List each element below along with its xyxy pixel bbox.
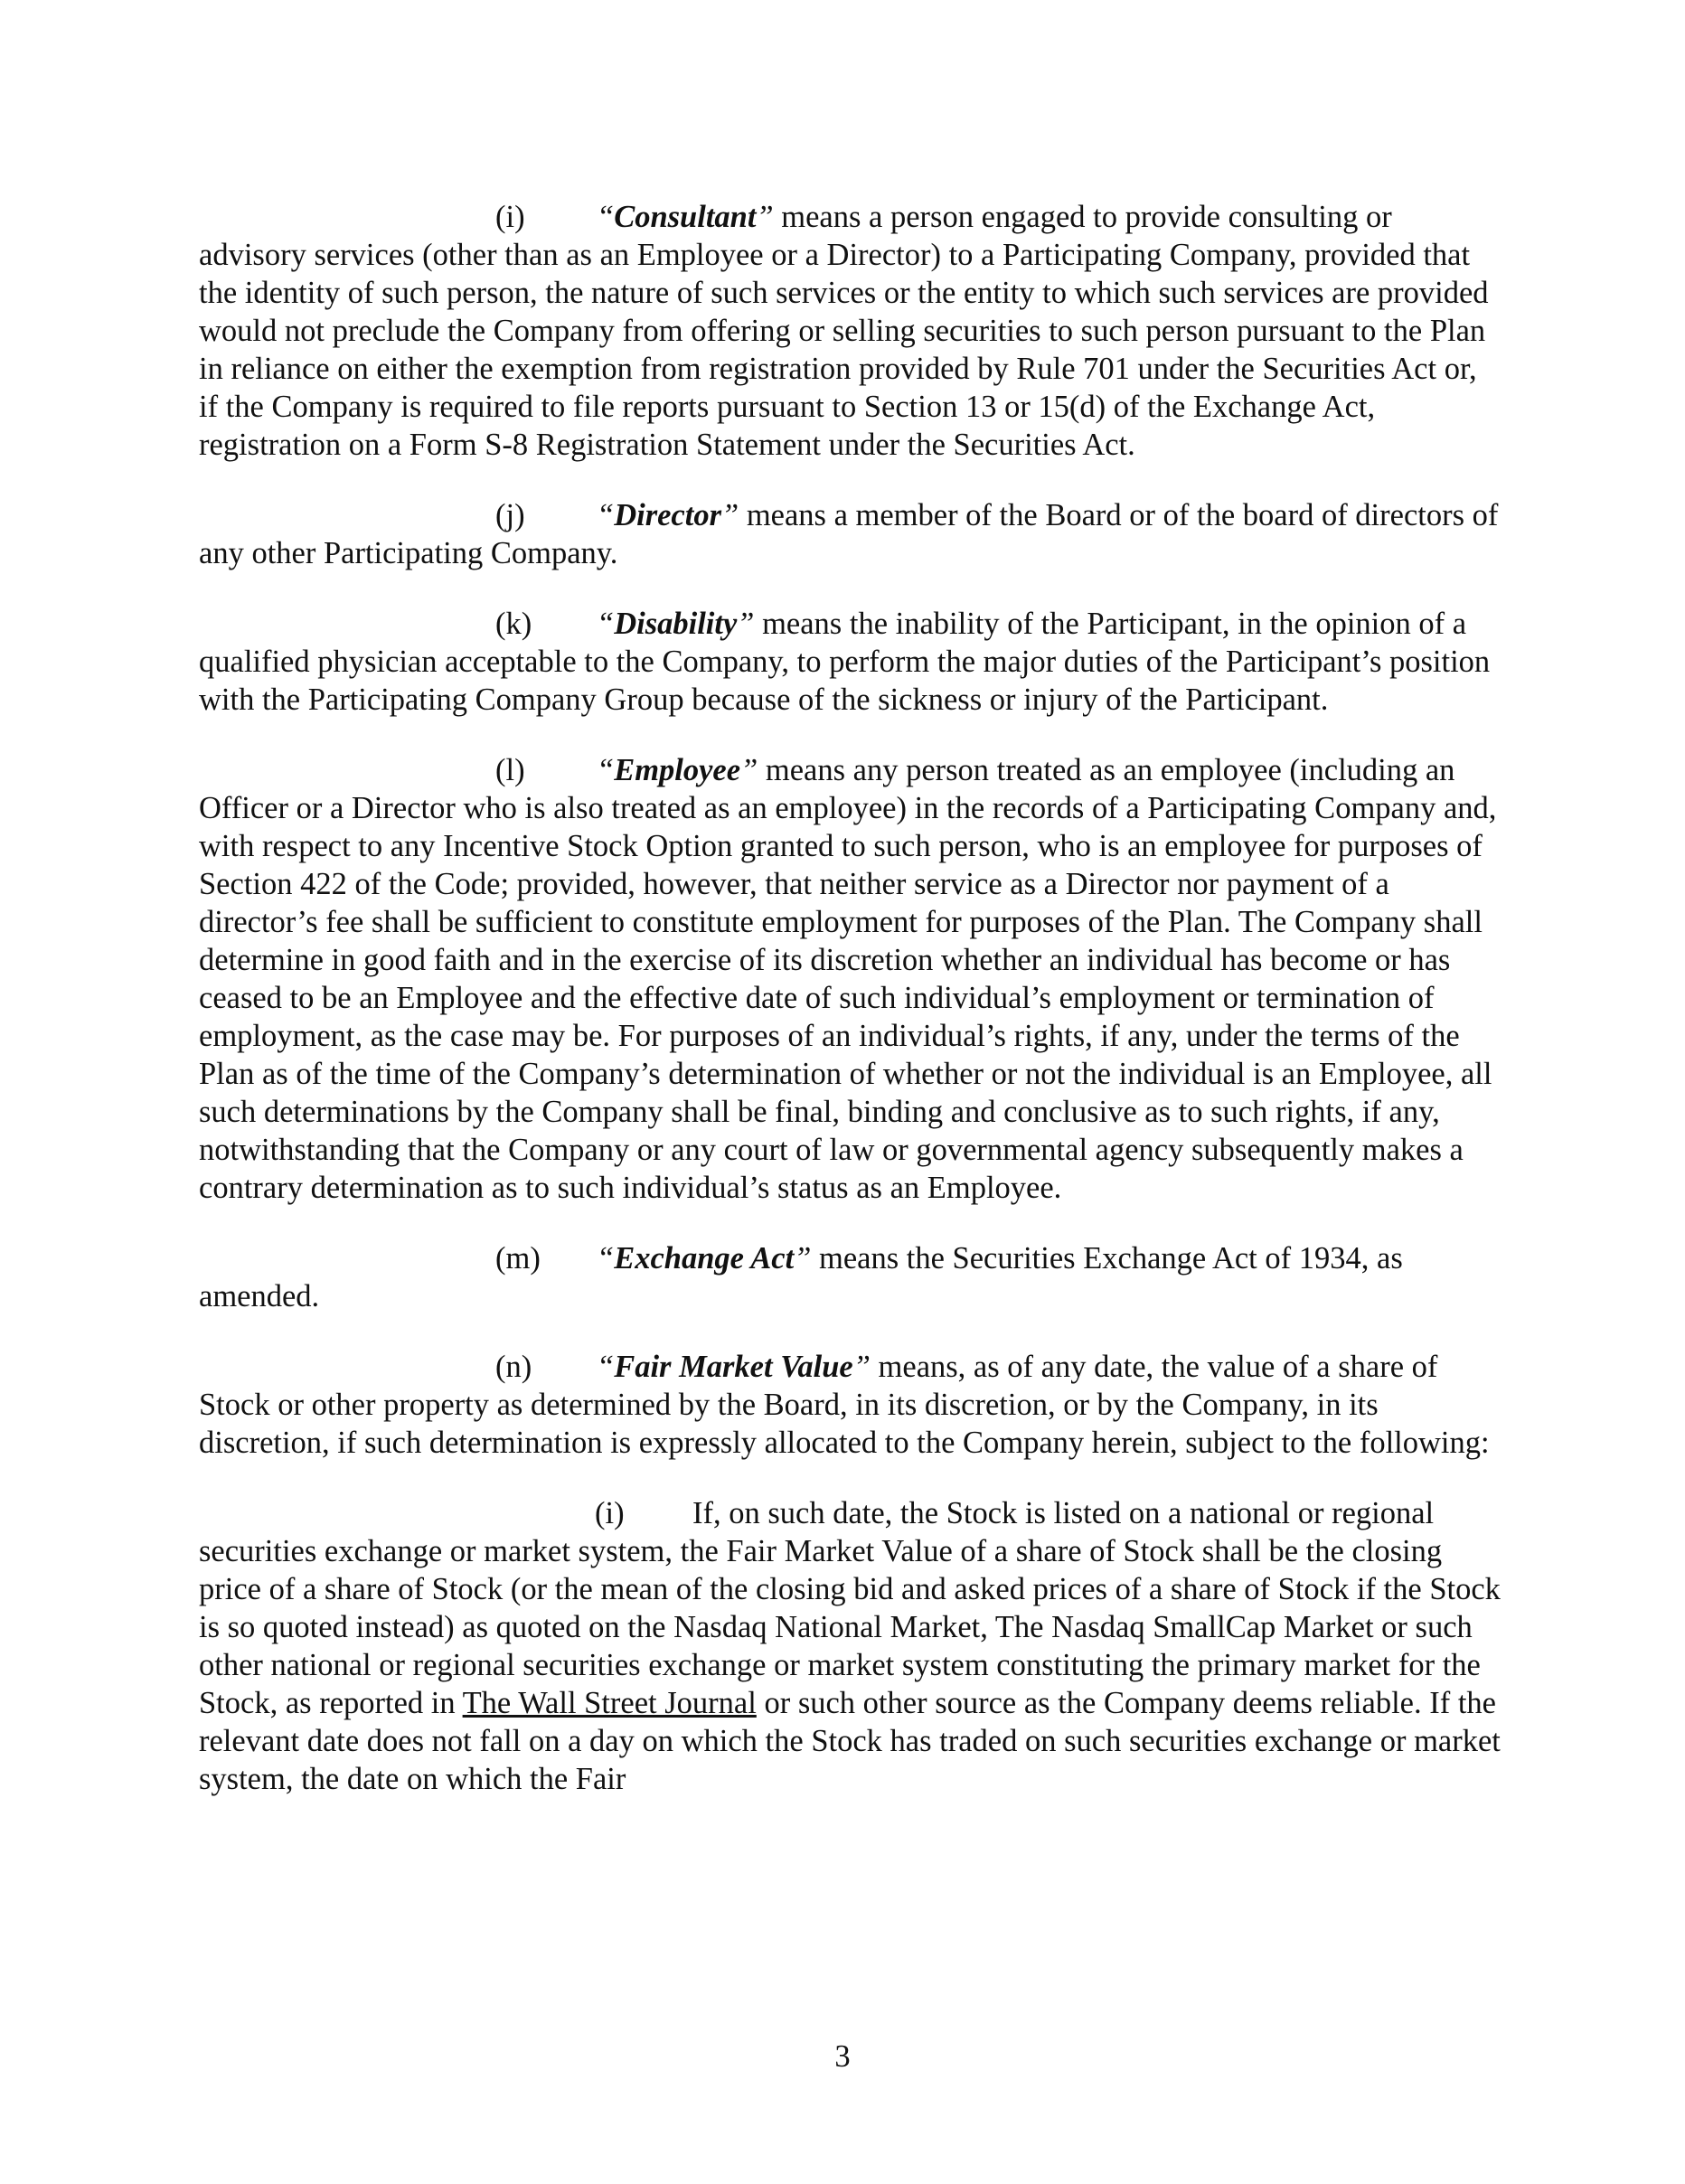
paragraph-marker: (i): [595, 1496, 625, 1530]
defined-term: “Employee”: [597, 753, 758, 787]
definition-director: [199, 496, 1501, 572]
definition-text: means the Securities Exchange Act of 1934, as: [811, 1241, 1403, 1276]
subparagraph-text-end: or such other source as the Company deems reliable. If the relevant date does not fall on a day on which the Stock has traded on such securities exchange or market system, the date on which the Fair: [199, 1686, 1501, 1796]
definition-disability: [199, 605, 1501, 719]
definition-fair-market-value: [199, 1348, 1501, 1462]
defined-term: “Exchange Act”: [597, 1241, 812, 1276]
publication-name: The Wall Street Journal: [462, 1686, 757, 1720]
subparagraph-text: If, on such date, the Stock is listed on a national or regional securities exchange or market system, the Fair Market Value of a share of Stock shall be the closing price of a share of Stock (or the mean of the closing bid and asked prices of a share of Stock if the Stock is so quoted instead) as quoted on the Nasdaq National Market, The Nasdaq SmallCap Market or such other national or regional securities exchange or market system constituting the primary market for the Stock, as reported in: [199, 1496, 1501, 1720]
defined-term: “Director”: [597, 498, 739, 532]
paragraph-marker: (l): [495, 753, 525, 787]
definition-exchange-act: [199, 1239, 1501, 1315]
paragraph-marker: (m): [495, 1241, 541, 1276]
defined-term: “Consultant”: [597, 200, 774, 234]
document-page: [199, 198, 1501, 1831]
paragraph-marker: (i): [495, 200, 525, 234]
paragraph-marker: (n): [495, 1350, 532, 1384]
definition-continuation: amended.: [199, 1279, 320, 1313]
subparagraph-listed-stock: [199, 1494, 1501, 1798]
definition-employee: [199, 751, 1501, 1207]
defined-term: “Disability”: [597, 607, 755, 641]
definition-text: means any person treated as an employee (including an Officer or a Director who is also treated as an employee) in the records of a Participating Company and, with respect to any Incentive Stock Option granted to such person, who is an employee for purposes of Section 422 of the Code; provided, however, that neither service as a Director nor payment of a director’s fee shall be sufficient to constitute employment for purposes of the Plan. The Company shall determine in good faith and in the exercise of its discretion whether an individual has become or has ceased to be an Employee and the effective date of such individual’s employment or termination of employment, as the case may be. For purposes of an individual’s rights, if any, under the terms of the Plan as of the time of the Company’s determination of whether or not the individual is an Employee, all such determinations by the Company shall be final, binding and conclusive as to such rights, if any, notwithstanding that the Company or any court of law or governmental agency subsequently makes a contrary determination as to such individual’s status as an Employee.: [199, 753, 1497, 1205]
definition-text: means the inability of the Participant, in the opinion of a qualified physician acceptable to the Company, to perform the major duties of the Participant’s position with the Participating Company Group because of the sickness or injury of the Participant.: [199, 607, 1491, 717]
defined-term: “Fair Market Value”: [597, 1350, 871, 1384]
page-number: 3: [834, 2039, 851, 2074]
definition-consultant: [199, 198, 1501, 464]
definition-text: means a person engaged to provide consulting or advisory services (other than as an Employee or a Director) to a Participating Company, provided that the identity of such person, the nature of such services or the entity to which such services are provided would not preclude the Company from offering or selling securities to such person pursuant to the Plan in reliance on either the exemption from registration provided by Rule 701 under the Securities Act or, if the Company is required to file reports pursuant to Section 13 or 15(d) of the Exchange Act, registration on a Form S-8 Registration Statement under the Securities Act.: [199, 200, 1489, 462]
definition-text: means, as of any date, the value of a share of Stock or other property as determined by the Board, in its discretion, or by the Company, in its discretion, if such determination is expressly allocated to the Company herein, subject to the following:: [199, 1350, 1490, 1460]
paragraph-marker: (k): [495, 607, 532, 641]
paragraph-marker: (j): [495, 498, 525, 532]
definition-text: means a member of the Board or of the board of directors of any other Participating Company.: [199, 498, 1499, 570]
